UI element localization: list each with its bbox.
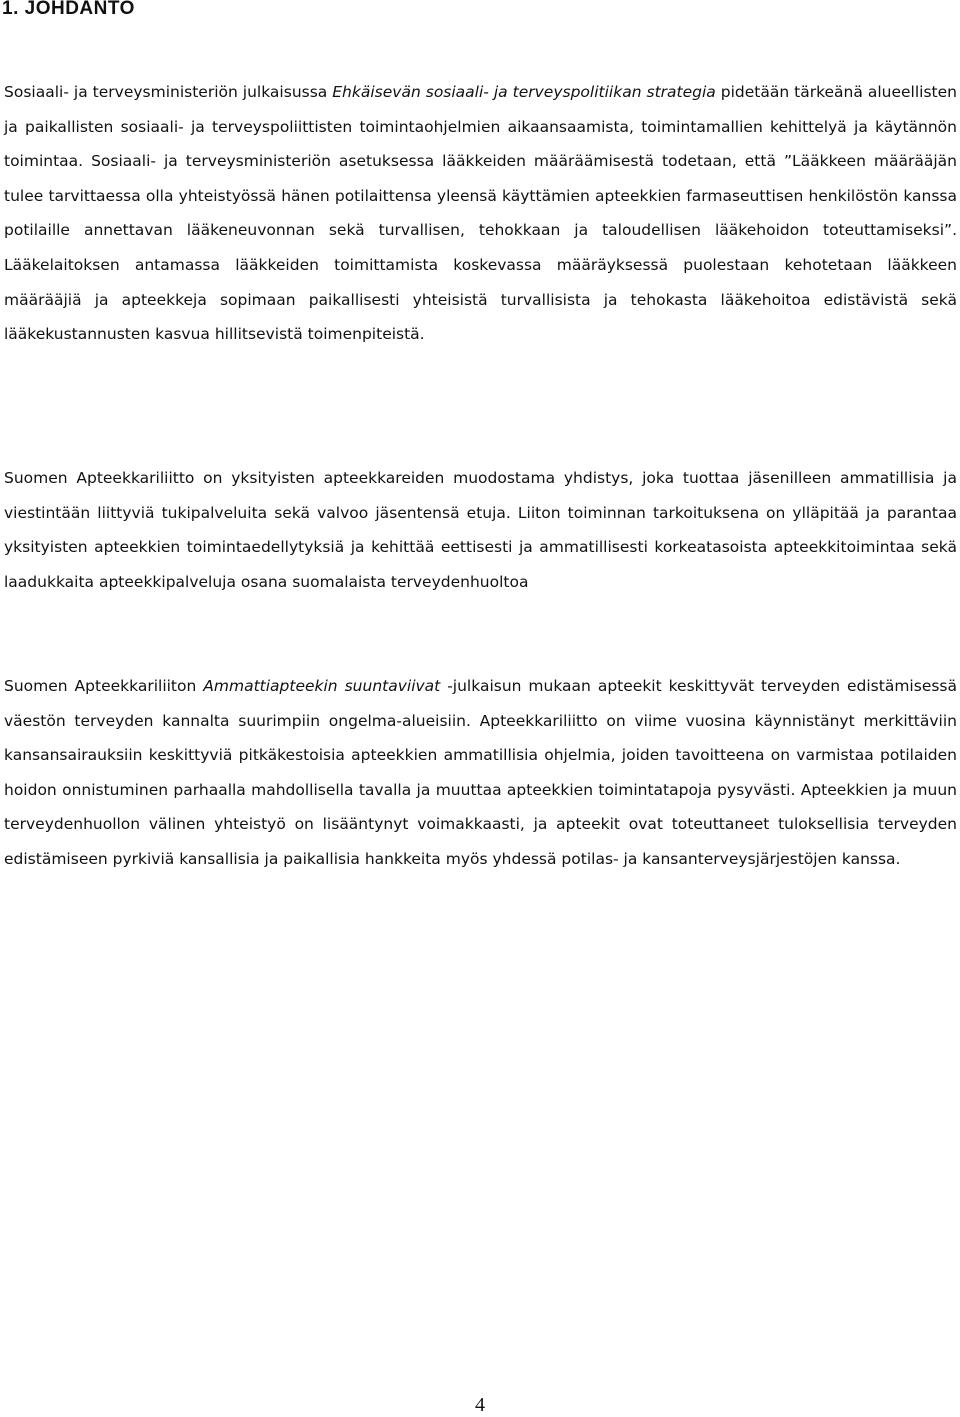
paragraph-intro-text-rest: pidetään tärkeänä alueellisten ja paikallisten sosiaali- ja terveyspoliittisten toimintaohjelmien aikaansaamista, toimintamallien kehittelyä ja käytännön toimintaa. Sosiaali- ja terveysministeriön asetuksessa lääkkeiden määräämisestä todetaan, että ”Lääkkeen määrääjän tulee tarvittaessa olla yhteistyössä hänen potilaittensa yleensä käyttämien apteekkien farmaseuttisen henkilöstön kanssa potilaille annettavan lääkeneuvonnan sekä turvallisen, tehokkaan ja taloudellisen lääkehoidon toteuttamiseksi”. Lääkelaitoksen antamassa lääkkeiden toimittamista koskevassa määräyksessä puolestaan kehotetaan lääkkeen määrääjiä ja apteekkeja sopimaan paikallisesti yhteisistä turvallisista ja tehokasta lääkehoitoa edistävistä sekä lääkekustannusten kasvua hillitsevistä toimenpiteistä. [4,83,957,344]
guidelines-title: Ammattiapteekin suuntaviivat [203,677,441,695]
paragraph-guidelines-text-rest: -julkaisun mukaan apteekit keskittyvät terveyden edistämisessä väestön terveyden kannalta suurimpiin ongelma-alueisiin. Apteekkariliitto on viime vuosina käynnistänyt merkittäviin kansansairauksiin keskittyviä pitkäkestoisia apteekkien ammatillisia ohjelmia, joiden tavoitteena on varmistaa potilaiden hoidon onnistuminen parhaalla mahdollisella tavalla ja muuttaa apteekkien toimintatapoja pysyvästi. Apteekkien ja muun terveydenhuollon välinen yhteistyö on lisääntynyt voimakkaasti, ja apteekit ovat toteuttaneet tuloksellisia terveyden edistämiseen pyrkiviä kansallisia ja paikallisia hankkeita myös yhdessä potilas- ja kansanterveysjärjestöjen kanssa. [4,677,958,868]
paragraph-apteekkariliitto: Suomen Apteekkariliitto on yksityisten apteekkareiden muodostama yhdistys, joka tuottaa jäsenilleen ammatillisia ja viestintään liittyviä tukipalveluita sekä valvoo jäsentensä etuja. Liiton toiminnan tarkoituksena on ylläpitää ja parantaa yksityisten apteekkien toimintaedellytyksiä ja kehittää eettisesti ja ammatillisesti korkeatasoista apteekkitoimintaa sekä laadukkaita apteekkipalveluja osana suomalaista terveydenhuoltoa [4,469,957,591]
paragraph-guidelines-text-start: Suomen Apteekkariliiton [4,677,204,695]
page-number: 4 [475,1394,485,1416]
publication-title: Ehkäisevän sosiaali- ja terveyspolitiikan strategia [332,83,716,101]
section-heading: 1. JOHDANTO [2,0,135,19]
paragraph-intro-text-start: Sosiaali- ja terveysministeriön julkaisussa [4,83,333,101]
paragraph-guidelines [4,669,957,877]
paragraph-intro [4,75,957,352]
